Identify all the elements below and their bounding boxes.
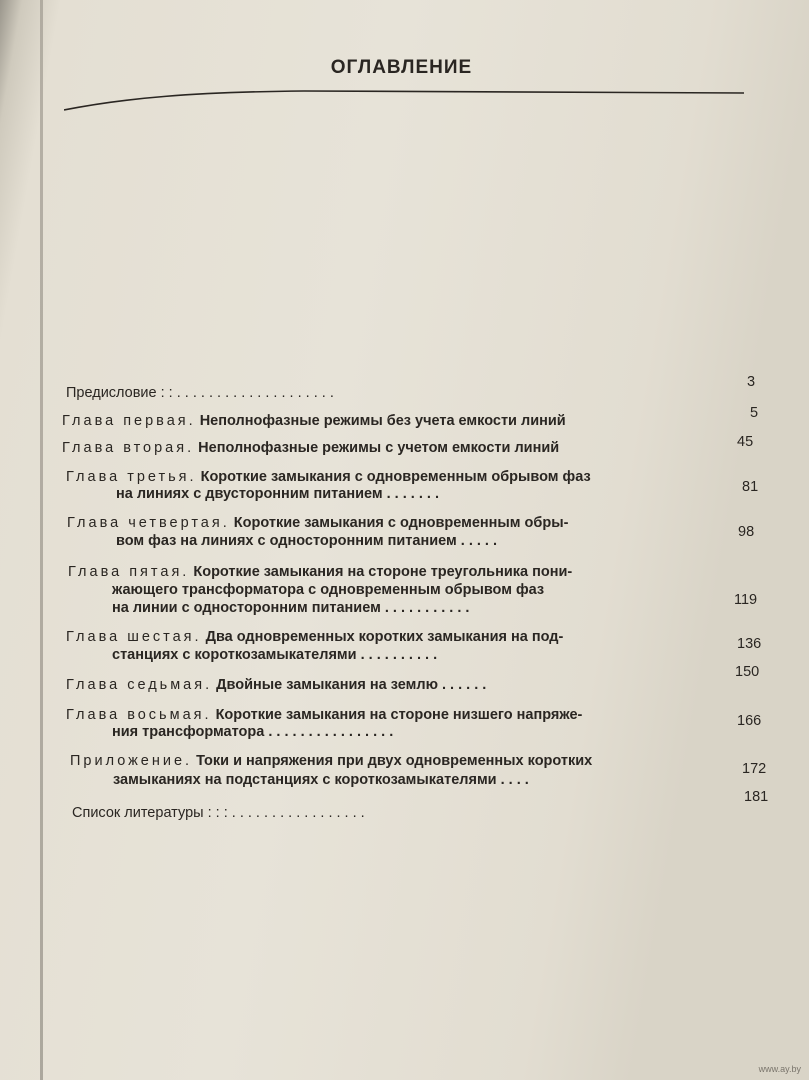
appendix-label: Приложение. xyxy=(70,753,193,769)
chapter-title: Двойные замыкания на землю . . . . . . xyxy=(216,677,487,693)
toc-entry-appendix[interactable] xyxy=(70,751,592,771)
toc-entry-chapter-6-cont: станциях с короткозамыкателями . . . . . . . . . . xyxy=(112,647,438,663)
toc-page-number: 45 xyxy=(737,434,754,450)
appendix-title: Токи и напряжения при двух одновременных коротких xyxy=(196,753,593,769)
toc-page-number: 166 xyxy=(737,713,762,729)
chapter-label: Глава четвертая. xyxy=(67,515,230,531)
toc-entry-preface[interactable] xyxy=(66,383,334,403)
chapter-label: Глава шестая. xyxy=(66,629,202,645)
toc-entry-chapter-2[interactable] xyxy=(62,438,559,458)
chapter-title: Короткие замыкания с одновременным обрывом фаз xyxy=(200,469,591,485)
chapter-title: Короткие замыкания с одновременным обры- xyxy=(233,515,569,531)
chapter-label: Глава вторая. xyxy=(62,440,195,456)
toc-page-number: 150 xyxy=(735,664,760,680)
toc-entry-appendix-cont: замыканиях на подстанциях с короткозамыкателями . . . . xyxy=(113,772,529,788)
toc-entry-chapter-8-cont: ния трансформатора . . . . . . . . . . . . . . . . xyxy=(112,724,394,740)
toc-entry-chapter-5[interactable] xyxy=(68,562,572,582)
toc-entry-chapter-6[interactable] xyxy=(66,627,563,647)
toc-page-number: 5 xyxy=(750,405,759,421)
toc-page-number: 3 xyxy=(747,374,756,390)
toc-entry-text: Предисловие : : . . . . . . . . . . . . . . . . . . . . xyxy=(66,385,334,401)
toc-page-number: 119 xyxy=(734,592,758,608)
chapter-title: Два одновременных коротких замыкания на под- xyxy=(205,629,564,645)
chapter-label: Глава третья. xyxy=(66,469,197,485)
page-title-text: ОГЛАВЛЕНИЕ xyxy=(330,57,473,78)
toc-entry-chapter-5-cont: на линии с односторонним питанием . . . . . . . . . . . xyxy=(112,600,470,616)
toc-entry-chapter-4-cont: вом фаз на линиях с односторонним питанием . . . . . xyxy=(116,533,498,549)
chapter-title: Короткие замыкания на стороне треугольника пони- xyxy=(193,564,573,580)
toc-page-number: 98 xyxy=(738,524,755,540)
toc-entry-chapter-4[interactable] xyxy=(67,513,568,533)
toc-entry-bibliography[interactable] xyxy=(72,803,365,823)
chapter-title: Неполнофазные режимы с учетом емкости линий xyxy=(198,440,560,456)
chapter-label: Глава восьмая. xyxy=(66,707,212,723)
chapter-label: Глава пятая. xyxy=(68,564,190,580)
chapter-title: Неполнофазные режимы без учета емкости линий xyxy=(199,413,566,429)
toc-entry-chapter-1[interactable] xyxy=(62,411,566,431)
chapter-label: Глава седьмая. xyxy=(66,677,213,693)
chapter-title: Короткие замыкания на стороне низшего напряже- xyxy=(215,707,583,723)
toc-page-number: 181 xyxy=(744,789,769,805)
toc-entry-chapter-5-cont: жающего трансформатора с одновременным обрывом фаз xyxy=(112,582,545,598)
toc-entry-text: Список литературы : : : . . . . . . . . . . . . . . . . . xyxy=(72,805,365,821)
toc-page-number: 136 xyxy=(737,636,762,652)
toc-entry-chapter-3-cont: на линиях с двусторонним питанием . . . . . . . xyxy=(116,486,439,502)
toc-entry-chapter-7[interactable] xyxy=(66,675,486,695)
toc-page-number: 172 xyxy=(742,761,767,777)
watermark: www.ay.by xyxy=(758,1064,801,1074)
chapter-label: Глава первая. xyxy=(62,413,196,429)
toc-page-number: 81 xyxy=(742,479,759,495)
